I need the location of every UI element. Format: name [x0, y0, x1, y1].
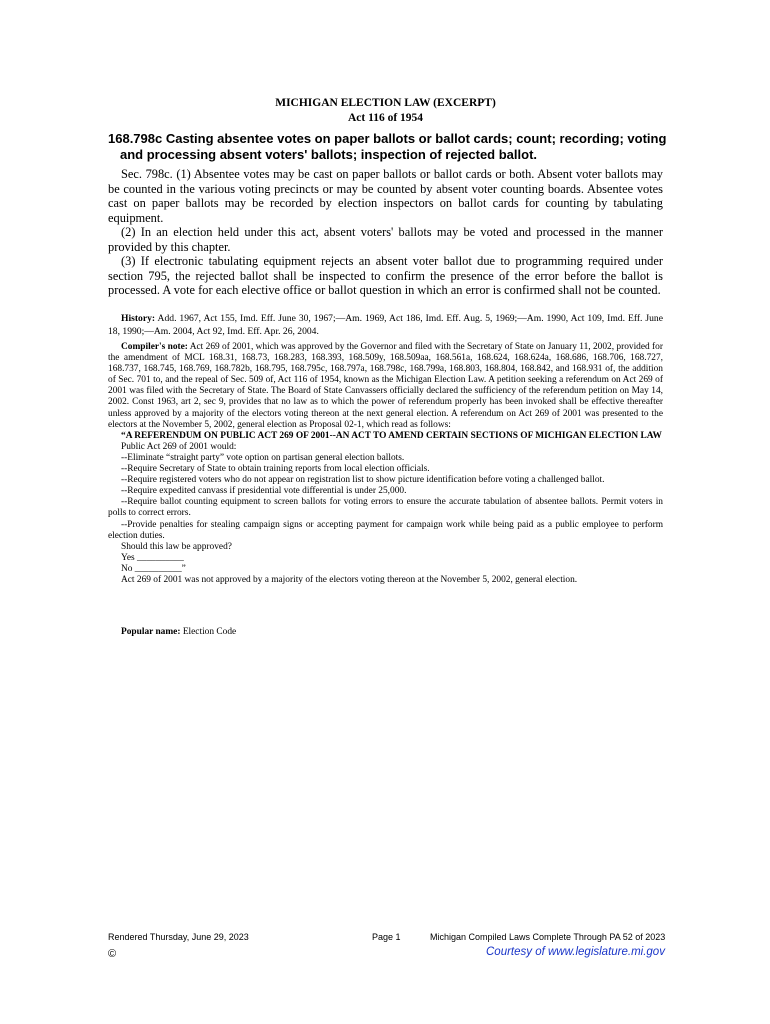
- section-heading-text: 168.798c Casting absentee votes on paper ballots or ballot cards; count; recording; voting and processing absent voters' ballots; inspection of rejected ballot.: [108, 131, 667, 162]
- referendum-line-3: --Require Secretary of State to obtain training reports from local election officials.: [121, 464, 430, 475]
- referendum-yes: Yes __________: [121, 552, 184, 563]
- section-body: [108, 167, 663, 298]
- popular-name: [108, 626, 663, 638]
- document-title: MICHIGAN ELECTION LAW (EXCERPT): [275, 97, 496, 109]
- referendum-line-2: --Eliminate “straight party” vote option on partisan general election ballots.: [121, 452, 405, 463]
- referendum-no: No __________”: [121, 563, 186, 574]
- referendum-line-6: --Require ballot counting equipment to screen ballots for voting errors to ensure the accurate tabulation of absentee ballots. Permit voters in polls to correct errors.: [108, 497, 663, 519]
- history-label: History:: [121, 313, 156, 324]
- compiler-note-intro: [108, 342, 663, 431]
- compiler-note-text: Act 269 of 2001, which was approved by the Governor and filed with the Secretary of State on January 11, 2002, provided for the amendment of MCL 168.31, 168.73, 168.283, 168.393, 168.509y, 168.509aa, 168.561a, 168.624, 168.624a, 168.686, 168.706, 168.727, 168.737, 168.745, 168.769, 168.782b, 168.795, 168.795c, 168.797a, 168.798c, 168.799a, 168.803, 168.804, 168.842, and 168.931 of, the addition of Sec. 701 to, and the repeal of Sec. 509 of, Act 116 of 1954, known as the Michigan Election Law. A petition seeking a referendum on Act 269 of 2001 was filed with the Secretary of State. The Board of State Canvassers officially declared the sufficiency of the referendum petition on May 14, 2002. Const 1963, art 2, sec 9, provides that no law as to which the power of referendum properly has been invoked shall be effective thereafter unless approved by a majority of the electors voting thereon at the next general election. A referendum on Act 269 of 2001 was presented to the electors at the November 5, 2002, general election as Proposal 02-1, which read as follows:: [108, 342, 663, 430]
- compiler-note-label: Compiler's note:: [121, 342, 188, 352]
- referendum-line-7: --Provide penalties for stealing campaign signs or accepting payment for campaign work while being paid as a public employee to perform election duties.: [108, 519, 663, 541]
- referendum-line-1: Public Act 269 of 2001 would:: [121, 441, 237, 452]
- footer-compiled-through: Michigan Compiled Laws Complete Through PA 52 of 2023: [430, 932, 666, 942]
- referendum-result: Act 269 of 2001 was not approved by a majority of the electors voting thereon at the November 5, 2002, general election.: [121, 574, 578, 585]
- footer-courtesy-link[interactable]: Courtesy of www.legislature.mi.gov: [486, 946, 665, 958]
- referendum-question: Should this law be approved?: [121, 541, 232, 552]
- referendum-line-4: --Require registered voters who do not appear on registration list to show picture identification before voting a challenged ballot.: [121, 475, 605, 486]
- footer-copyright: ©: [108, 948, 117, 960]
- popular-name-text: Election Code: [180, 627, 237, 637]
- section-heading: [108, 131, 668, 163]
- history-note: [108, 312, 663, 338]
- popular-name-label: Popular name:: [121, 627, 181, 637]
- document-subtitle: Act 116 of 1954: [347, 112, 424, 124]
- referendum-line-5: --Require expedited canvass if presidential vote differential is under 25,000.: [121, 486, 407, 497]
- section-paragraph-2: (2) In an election held under this act, absent voters' ballots may be voted and processed in the manner provided by this chapter.: [108, 225, 663, 254]
- history-text: Add. 1967, Act 155, Imd. Eff. June 30, 1967;—Am. 1969, Act 186, Imd. Eff. Aug. 5, 1969;—Am. 1990, Act 109, Imd. Eff. June 18, 1990;—Am. 2004, Act 92, Imd. Eff. Apr. 26, 2004.: [108, 313, 663, 337]
- section-paragraph-1: Sec. 798c. (1) Absentee votes may be cast on paper ballots or ballot cards or both. Absent voter ballots may be counted in the various voting precincts or may be counted by absent voter counting boards. Absentee votes cast on paper ballots may be recorded by election inspectors on ballot cards for counting by tabulating equipment.: [108, 167, 663, 225]
- footer-page-number: Page 1: [372, 932, 401, 942]
- compiler-note: [108, 342, 663, 586]
- referendum-title: “A REFERENDUM ON PUBLIC ACT 269 OF 2001--AN ACT TO AMEND CERTAIN SECTIONS OF MICHIGAN ELECTION LAW: [121, 430, 662, 441]
- footer-rendered-date: Rendered Thursday, June 29, 2023: [108, 932, 249, 942]
- section-paragraph-3: (3) If electronic tabulating equipment rejects an absent voter ballot due to programming required under section 795, the rejected ballot shall be inspected to confirm the presence of the error before the ballot is processed. A vote for each elective office or ballot question in which an error is confirmed shall not be counted.: [108, 254, 663, 297]
